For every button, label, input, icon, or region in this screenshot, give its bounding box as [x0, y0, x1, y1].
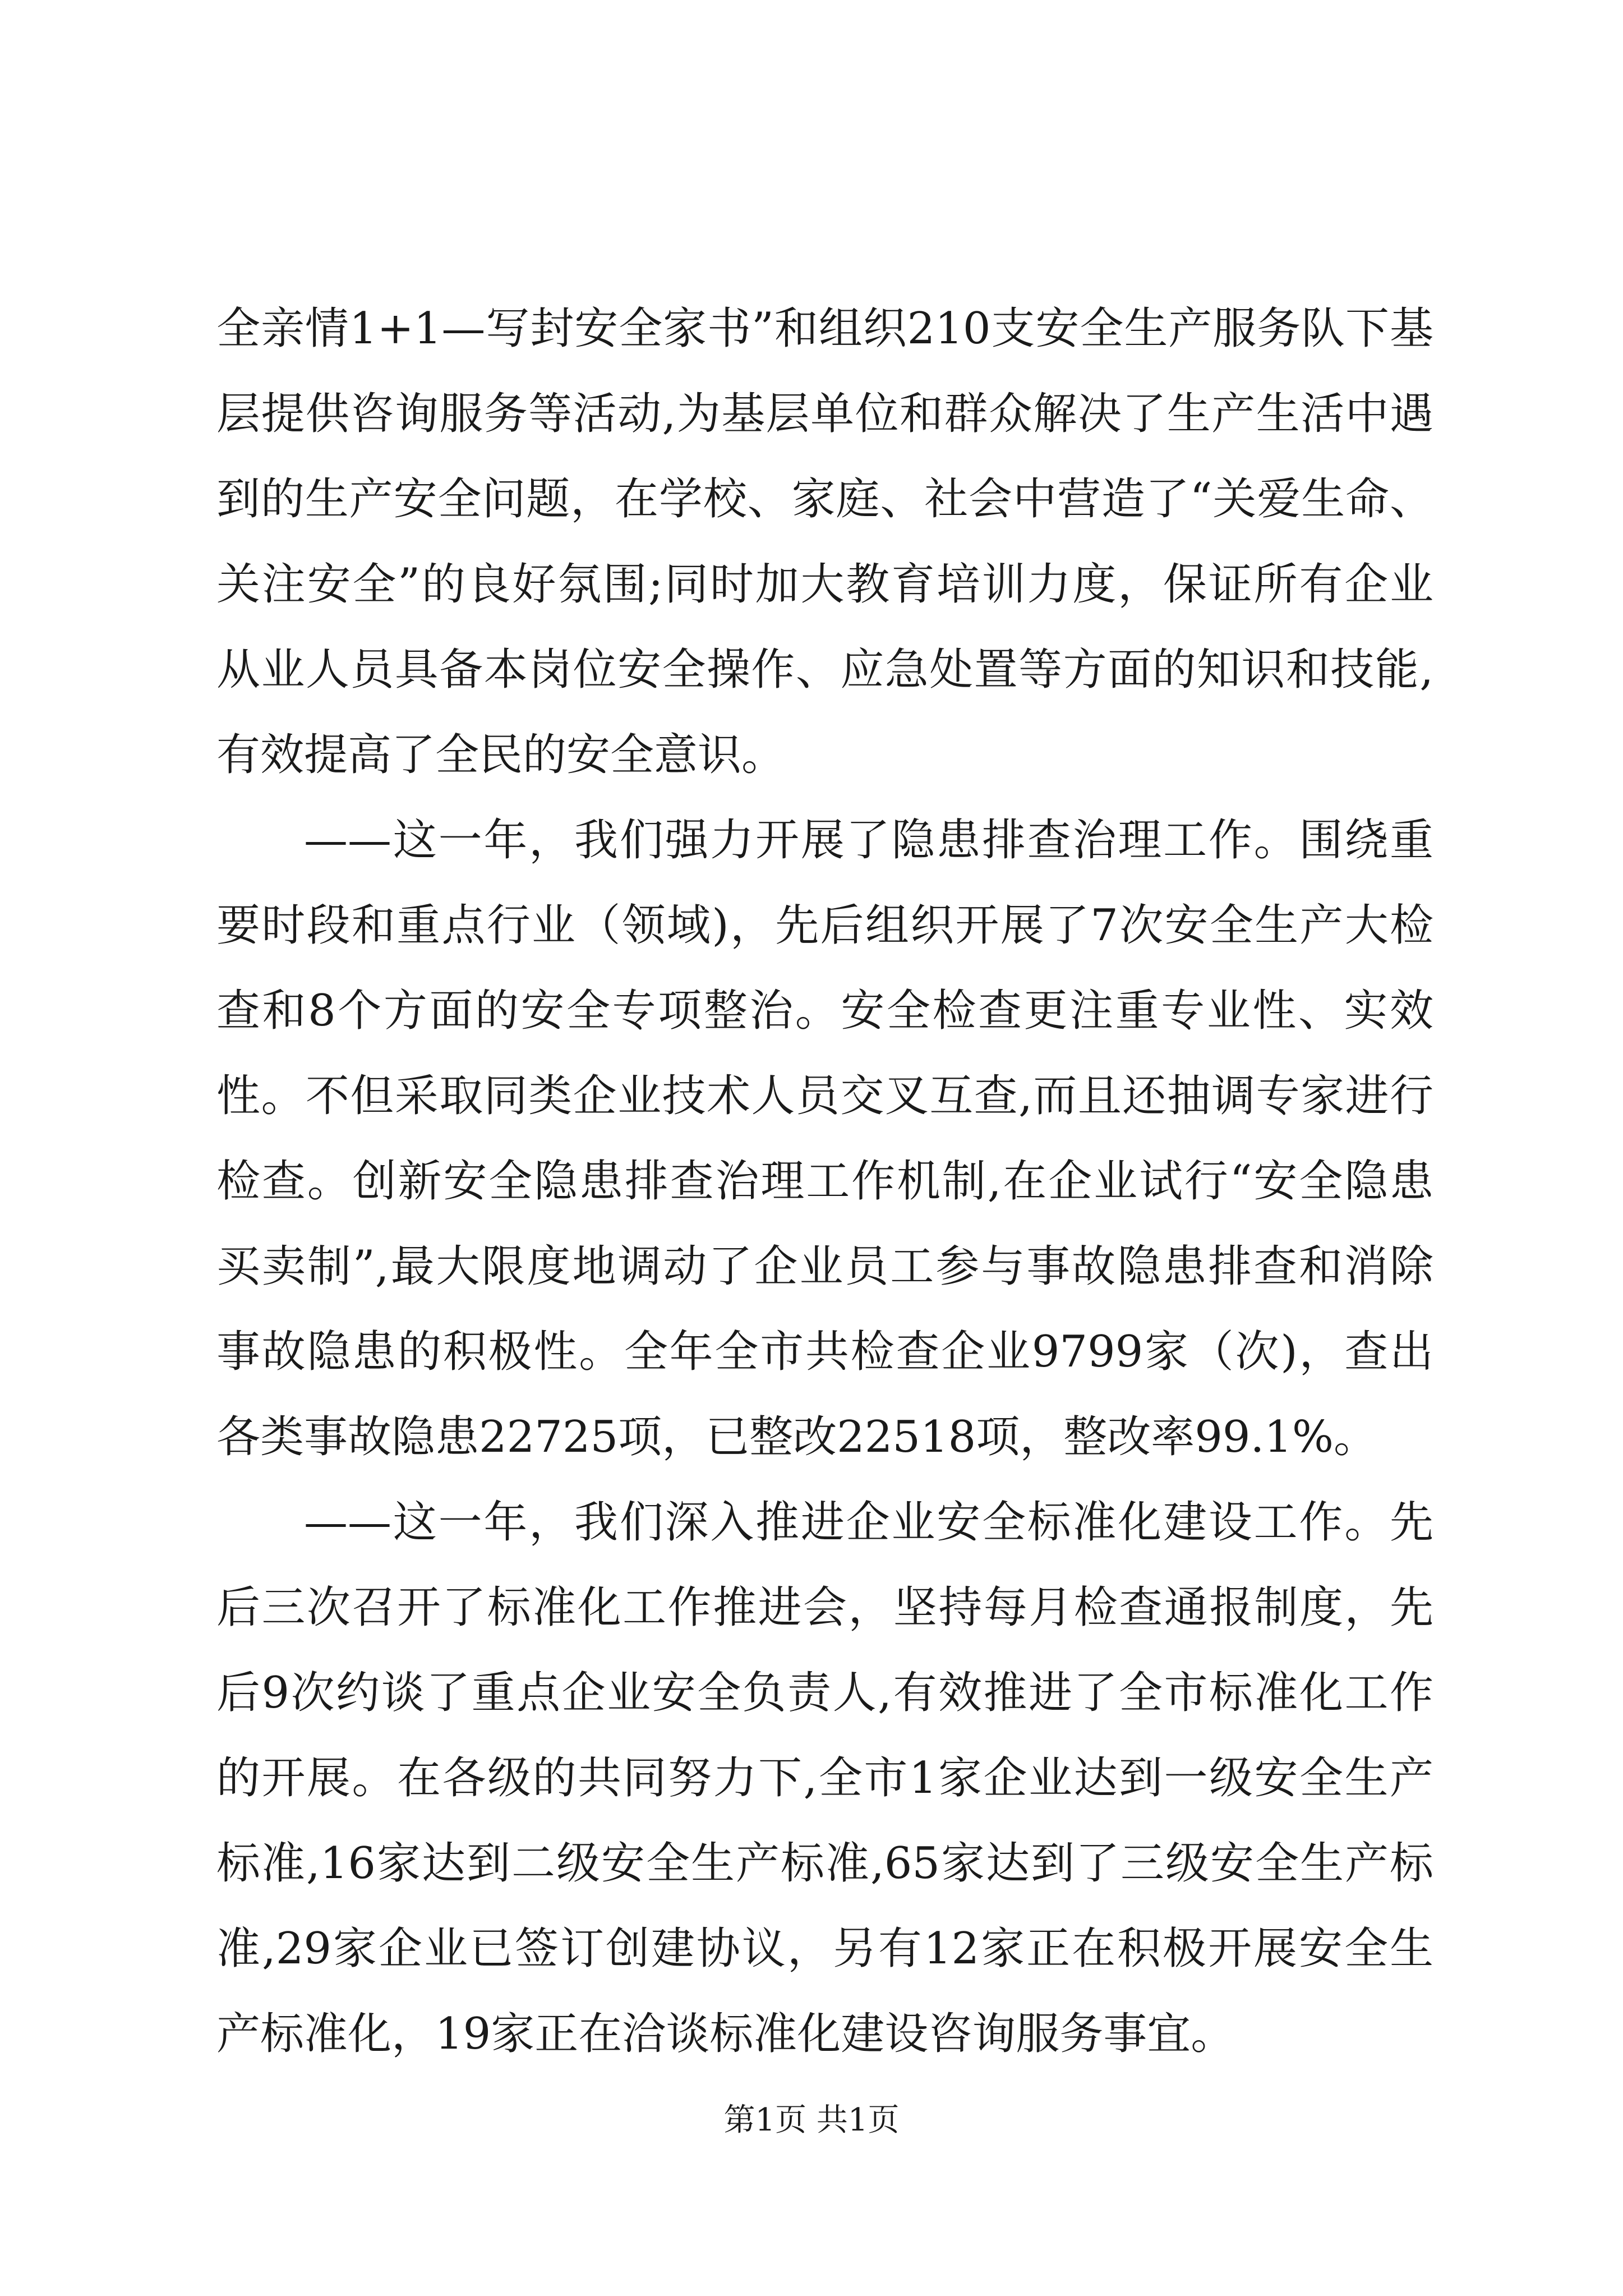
page-footer: 第1页 共1页	[723, 2102, 900, 2138]
paragraph-continuation: 全亲情1+1—写封安全家书”和组织210支安全生产服务队下基层提供咨询服务等活动,为基层单位和群众解决了生产生活中遇到的生产安全问题，在学校、家庭、社会中营造了“关爱生命、关注安全”的良好氛围;同时加大教育培训力度，保证所有企业从业人员具备本岗位安全操作、应急处置等方面的知识和技能,有效提高了全民的安全意识。	[216, 303, 1433, 780]
paragraph-hazard-inspection: ——这一年，我们强力开展了隐患排查治理工作。围绕重要时段和重点行业（领域)，先后组织开展了7次安全生产大检查和8个方面的安全专项整治。安全检查更注重专业性、实效性。不但采取同类企业技术人员交叉互查,而且还抽调专家进行检查。创新安全隐患排查治理工作机制,在企业试行“安全隐患买卖制”,最大限度地调动了企业员工参与事故隐患排查和消除事故隐患的积极性。全年全市共检查企业9799家（次)，查出各类事故隐患22725项，已整改22518项，整改率99.1%。	[216, 815, 1433, 1462]
document-body	[216, 286, 1433, 2077]
paragraph-standardization: ——这一年，我们深入推进企业安全标准化建设工作。先后三次召开了标准化工作推进会，坚持每月检查通报制度，先后9次约谈了重点企业安全负责人,有效推进了全市标准化工作的开展。在各级的共同努力下,全市1家企业达到一级安全生产标准,16家达到二级安全生产标准,65家达到了三级安全生产标准,29家企业已签订创建协议，另有12家正在积极开展安全生产标准化，19家正在洽谈标准化建设咨询服务事宜。	[216, 1497, 1433, 2059]
